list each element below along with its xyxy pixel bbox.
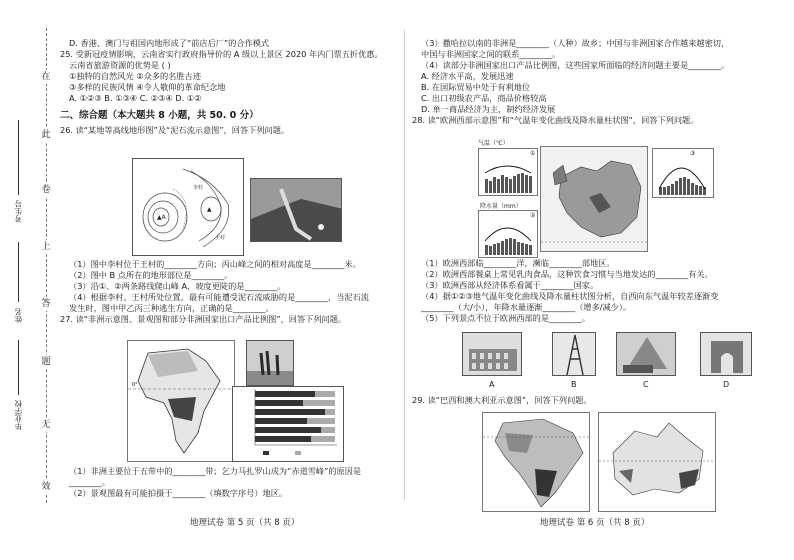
page-divider xyxy=(404,30,405,500)
climate-chart-3 xyxy=(652,148,714,198)
left-footer: 地理试卷 第 5 页（共 8 页） xyxy=(190,518,300,528)
q26-sub3: （3）沿①、②两条路线爬山峰 A，坡度更陡的是________。 xyxy=(69,281,286,292)
question-26-stem: 26. 读“某地等高线地形图”及“泥石流示意图”，回答下列问题。 xyxy=(60,125,290,136)
right-footer: 地理试卷 第 6 页（共 8 页） xyxy=(540,518,650,528)
brazil-map xyxy=(482,412,590,512)
q27-sub1b: ________。 xyxy=(69,477,110,488)
q28-sub4: （4）据①②③地气温年变化曲线及降水量柱状图分析，自西向东气温年较差逐渐变 xyxy=(421,291,719,302)
landscape-photo xyxy=(246,340,294,386)
export-chart xyxy=(232,386,344,462)
field-name: 姓名 xyxy=(14,308,23,323)
section-title: 二、综合题（本大题共 8 小题，共 50. 0 分） xyxy=(60,110,259,122)
pic-label-c: C xyxy=(643,380,649,389)
eiffel-drawing xyxy=(553,333,596,376)
svg-text:王村: 王村 xyxy=(215,235,226,241)
seal-char: 上 xyxy=(39,240,53,254)
q27-sub3: （3）撒哈拉以南的非洲是________（人种）故乡；中国与非洲国家合作越来越密切， xyxy=(421,38,730,48)
seal-char: 效 xyxy=(39,480,53,494)
contour-map xyxy=(132,158,244,256)
australia-drawing xyxy=(599,413,716,512)
q26-sub1: （1）图中李村位于王村的________方向；丙山峰之间的相对高度是________米。 xyxy=(69,259,361,269)
left-page xyxy=(60,10,398,136)
europe-drawing xyxy=(541,147,648,252)
text-line: 云南省旅游资源的优势是 ( ) xyxy=(69,60,171,71)
mudflow-image xyxy=(250,178,342,242)
export-bars xyxy=(233,387,344,462)
question-27-stem: 27. 读“非洲示意图、景观图和部分非洲国家出口产品比例图”，回答下列问题。 xyxy=(60,314,347,325)
option-b: B. 在国际贸易中处于有利地位 xyxy=(421,82,531,93)
svg-text:▲: ▲ xyxy=(207,206,212,213)
colosseum-drawing xyxy=(463,333,522,376)
svg-text:▲A: ▲A xyxy=(157,214,166,221)
africa-drawing xyxy=(128,341,235,462)
answer-options: A. ①②③ B. ①③④ C. ②③④ D. ①② xyxy=(69,93,202,104)
q28-sub1: （1）欧洲西部临________洋，濒临________部地区。 xyxy=(421,258,615,268)
climate-chart-1 xyxy=(478,148,538,196)
climate-chart-2 xyxy=(478,210,538,258)
q26-sub4b: 发生时，图中甲乙丙三种逃生方向，正确的是________。 xyxy=(69,303,274,314)
landmark-eiffel-tower xyxy=(552,332,596,376)
giraffe-drawing xyxy=(247,341,294,386)
mudflow-drawing xyxy=(251,179,342,242)
chart-mark-2: ② xyxy=(530,212,536,219)
left-page-q27-answers xyxy=(60,466,398,499)
landmark-sphinx xyxy=(616,332,676,376)
right-page-q29 xyxy=(412,395,757,406)
contour-lines xyxy=(133,159,244,256)
left-page-q26-answers xyxy=(60,259,398,325)
field-underline xyxy=(18,120,19,195)
q27-sub1: （1）非洲主要位于五带中的________带；乞力马扎罗山成为“赤道雪峰”的原因是 xyxy=(69,466,362,476)
q28-sub4b: ________（大/小），年降水量逐渐________（增多/减少）。 xyxy=(421,302,632,313)
chart-mark-3: ③ xyxy=(690,150,696,157)
q27-sub2: （2）景观图最有可能拍摄于________（填数字序号）地区。 xyxy=(69,488,288,499)
climate-chart-3-drawing xyxy=(653,149,714,198)
sphinx-drawing xyxy=(617,333,676,376)
temp-axis-label: 气温（℃） xyxy=(478,140,509,147)
right-page-q28-answers xyxy=(412,258,757,324)
chart-mark-1: ① xyxy=(530,150,536,157)
precip-axis-label: 降水量（mm） xyxy=(480,203,522,210)
q28-sub5: （5）下列景点不位于欧洲西部的是________。 xyxy=(421,313,590,324)
option-a: A. 经济水平高，发展迅速 xyxy=(421,71,514,82)
text-line: D. 香港、澳门与祖国内地形成了“前店后厂”的合作模式 xyxy=(69,38,270,48)
seal-char: 无 xyxy=(39,418,53,432)
svg-text:李村: 李村 xyxy=(193,185,204,191)
landmark-colosseum xyxy=(462,332,522,376)
field-school: 毕业学校 xyxy=(14,400,23,430)
europe-map xyxy=(540,146,648,252)
option-line: ③多样的民族风情 ④令人敬仰的革命纪念地 xyxy=(69,82,226,93)
question-28-stem: 28. 读“欧洲西部示意图”和“气温年变化曲线及降水量柱状图”，回答下列问题。 xyxy=(412,115,699,126)
seal-char: 答 xyxy=(39,297,53,311)
seal-char: 在 xyxy=(39,70,53,84)
pic-label-a: A xyxy=(489,380,495,389)
pic-label-b: B xyxy=(571,380,577,389)
arc-drawing xyxy=(701,333,752,376)
q26-sub4: （4）根据李村、王村所处位置，最有可能遭受泥石流威胁的是________，当泥石流 xyxy=(69,292,369,303)
option-line: ①独特的自然风光 ②众多的名胜古迹 xyxy=(69,71,201,82)
seal-char: 卷 xyxy=(39,183,53,197)
option-d: D. 单一商品经济为主，制约经济发展 xyxy=(421,104,556,115)
field-underline xyxy=(18,242,19,302)
australia-map xyxy=(598,412,716,512)
option-c: C. 出口初级农产品，商品价格较高 xyxy=(421,93,547,104)
seal-char: 此 xyxy=(39,128,53,142)
right-page xyxy=(412,38,757,127)
q27-sub3b: 中国与非洲国家之间的联系________。 xyxy=(421,49,561,60)
brazil-drawing xyxy=(483,413,590,512)
pic-label-d: D xyxy=(723,380,730,389)
q28-sub2: （2）欧洲西部餐桌上常见乳肉食品，这种饮食习惯与当地发达的________有关。 xyxy=(421,269,713,280)
q28-sub3: （3）欧洲西部从经济体系看属于________国家。 xyxy=(421,280,599,291)
q27-sub4: （4）读部分非洲国家出口产品比例图，这些国家所面临的经济问题主要是________。 xyxy=(421,60,730,71)
question-29-stem: 29. 读“巴西和澳大利亚示意图”，回答下列问题。 xyxy=(412,395,592,405)
field-exam-number: 考生号 xyxy=(14,200,23,223)
seal-char: 题 xyxy=(39,355,53,369)
landmark-arc-de-triomphe xyxy=(700,332,752,376)
africa-map xyxy=(127,340,235,462)
question-25: 25. 受新冠疫情影响，云南省实行政府指导价的 A 级以上景区 2020 年内门票五折优惠。 xyxy=(60,49,383,60)
field-underline xyxy=(18,340,19,395)
q26-sub2: （2）图中 B 点所在的地形部位是________。 xyxy=(69,270,233,281)
svg-text:0°: 0° xyxy=(132,382,138,388)
